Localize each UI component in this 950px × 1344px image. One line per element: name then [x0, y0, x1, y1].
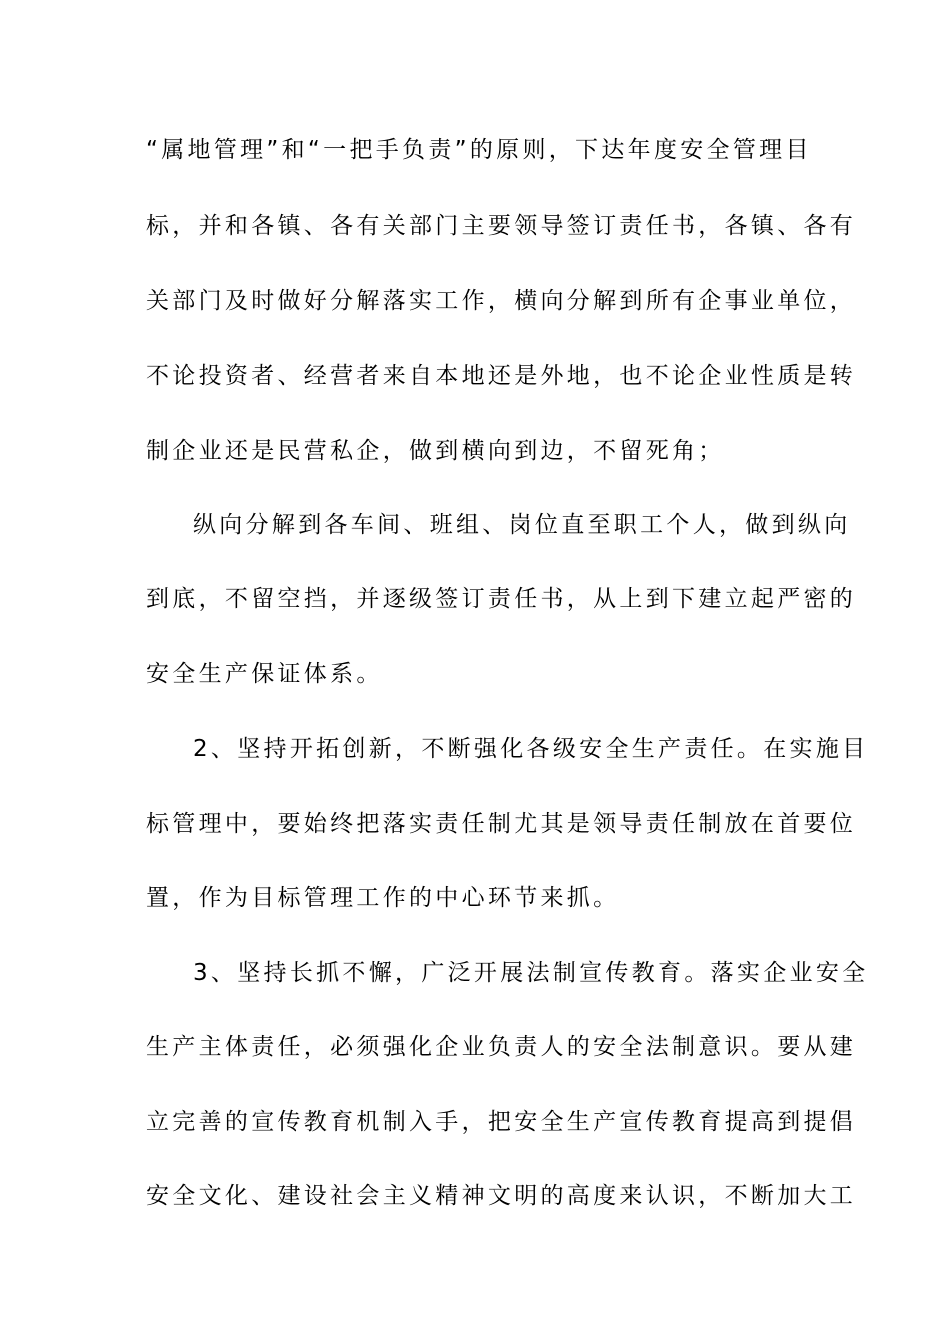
text-line-9: 2、坚持开拓创新，不断强化各级安全生产责任。在实施目 [193, 736, 869, 762]
text-line-14: 立完善的宣传教育机制入手，把安全生产宣传教育提高到提倡 [146, 1109, 857, 1135]
text-line-15: 安全文化、建设社会主义精神文明的高度来认识，不断加大工 [146, 1183, 857, 1209]
text-line-8: 安全生产保证体系。 [146, 661, 383, 687]
text-line-2: 标，并和各镇、各有关部门主要领导签订责任书，各镇、各有 [146, 213, 857, 239]
text-line-1: “属地管理”和“一把手负责”的原则，下达年度安全管理目 [146, 137, 812, 163]
text-line-6: 纵向分解到各车间、班组、岗位直至职工个人，做到纵向 [193, 512, 851, 538]
text-line-13: 生产主体责任，必须强化企业负责人的安全法制意识。要从建 [146, 1034, 857, 1060]
text-line-4: 不论投资者、经营者来自本地还是外地，也不论企业性质是转 [146, 363, 857, 389]
text-line-10: 标管理中，要始终把落实责任制尤其是领导责任制放在首要位 [146, 811, 857, 837]
text-line-5: 制企业还是民营私企，做到横向到边，不留死角； [146, 438, 725, 464]
text-line-3: 关部门及时做好分解落实工作，横向分解到所有企事业单位， [146, 288, 857, 314]
text-line-11: 置，作为目标管理工作的中心环节来抓。 [146, 885, 620, 911]
text-line-7: 到底，不留空挡，并逐级签订责任书，从上到下建立起严密的 [146, 586, 857, 612]
text-line-12: 3、坚持长抓不懈，广泛开展法制宣传教育。落实企业安全 [193, 960, 869, 986]
